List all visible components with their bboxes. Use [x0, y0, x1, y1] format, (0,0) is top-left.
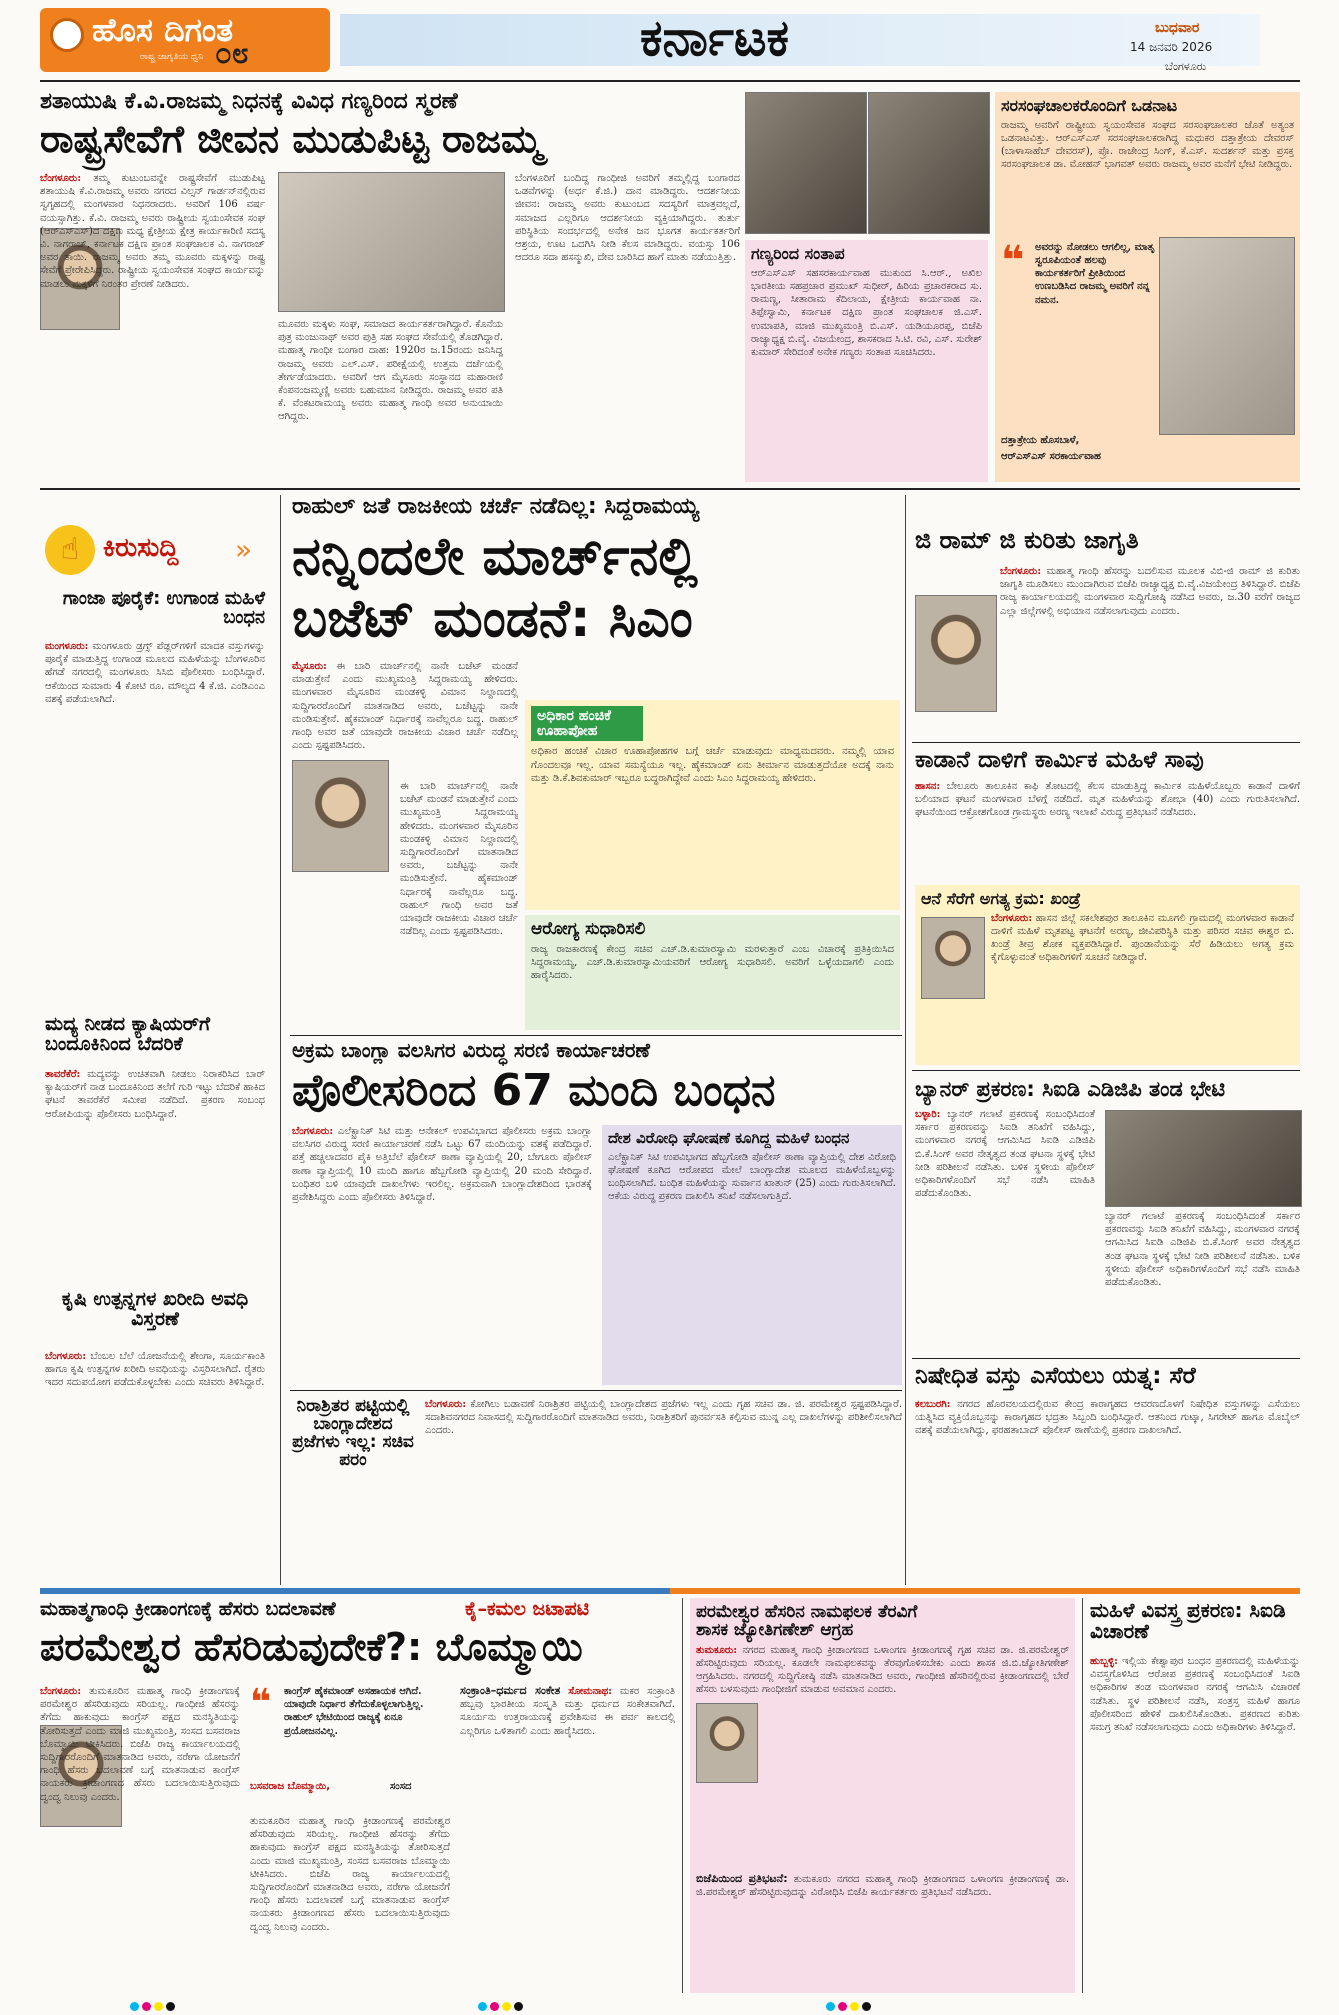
banned-body: ಕಲಬುರಗಿ: ನಗರದ ಹೊರವಲಯದಲ್ಲಿರುವ ಕೇಂದ್ರ ಕಾರಾಗೃಹದ ಆವರಣದೊಳಗೆ ನಿಷೇಧಿತ ವಸ್ತುಗಳನ್ನು ಎಸೆಯಲು ಯತ್ನಿಸಿದ ವ್ಯಕ್ತಿಯೊಬ್ಬನನ್ನು ಕಾರಾಗೃಹದ ಭದ್ರತಾ ಸಿಬ್ಬಂದಿ ಬಂಧಿಸಿದ್ದಾರೆ. ಆತನಿಂದ ಗುಟ್ಕಾ, ಸಿಗರೇಟ್ ಹಾಗೂ ಮೊಬೈಲ್ ವಶಕ್ಕೆ ಪಡೆಯಲಾಗಿದ್ದು, ಫರಹತಾಬಾದ್ ಪೊಲೀಸ್ ಠಾಣೆಯಲ್ಲಿ ಪ್ರಕರಣ ದಾಖಲಾಗಿದೆ.	[915, 1399, 1300, 1437]
gram-body: ಬೆಂಗಳೂರು: ಮಹಾತ್ಮ ಗಾಂಧಿ ಹೆಸರನ್ನು ಬದಲಿಸುವ ಮೂಲಕ ವಿಬಿ-ಜಿ ರಾಮ್ ಜಿ ಕುರಿತು ಜಾಗೃತಿ ಮೂಡಿಸಲು ಮುಂದಾಗಿರುವ ಬಿಜೆಪಿ ರಾಜ್ಯಾಧ್ಯಕ್ಷ ಬಿ.ವೈ.ವಿಜಯೇಂದ್ರ ತಿಳಿಸಿದ್ದಾರೆ. ಬಿಜೆಪಿ ರಾಜ್ಯ ಕಾರ್ಯಾಲಯದಲ್ಲಿ ಮಂಗಳವಾರ ಸುದ್ದಿಗೋಷ್ಠಿ ನಡೆಸಿದ ಅವರು, ಜ.30 ವರೆಗೆ ರಾಜ್ಯದ ಎಲ್ಲಾ ಜಿಲ್ಲೆಗಳಲ್ಲಿ ಅಭಿಯಾನ ನಡೆಸಲಾಗುವುದು ಎಂದರು.	[1000, 566, 1300, 617]
hosabale-photo	[1159, 237, 1295, 435]
city: ಬೆಂಗಳೂರು	[1165, 60, 1207, 73]
bommai-quote-block	[250, 1682, 450, 1805]
slogan-box	[602, 1125, 902, 1385]
gram-headline: ಜಿ ರಾಮ್ ಜಿ ಕುರಿತು ಜಾಗೃತಿ	[915, 526, 1139, 554]
rule-center-1	[290, 1035, 902, 1036]
story1-kicker: ಶತಾಯುಷಿ ಕೆ.ವಿ.ರಾಜಮ್ಮ ನಿಧನಕ್ಕೆ ವಿವಿಧ ಗಣ್ಯರಿಂದ ಸ್ಮರಣೆ	[40, 89, 458, 114]
rule-right-2	[912, 1070, 1300, 1071]
logo-block	[40, 8, 330, 72]
print-registration-marks	[130, 1996, 1230, 2006]
condolence-title: ಗಣ್ಯರಿಂದ ಸಂತಾಪ	[751, 244, 845, 263]
logo-emblem-icon	[50, 18, 84, 52]
weekday: ಬುಧವಾರ	[1155, 20, 1200, 36]
samparka-quote-role: ಆರ್‌ಎಸ್‌ಎಸ್ ಸರಕಾರ್ಯವಾಹ	[1001, 450, 1101, 462]
tribute-photo-1	[745, 92, 867, 234]
rule-left-col	[280, 495, 281, 1585]
kirusuddi-item2-body: ತಾವರೆಕೆರೆ: ಮದ್ಯವನ್ನು ಉಚಿತವಾಗಿ ನೀಡಲು ನಿರಾಕರಿಸಿದ ಬಾರ್ ಕ್ಯಾಷಿಯರ್‌ಗೆ ನಾಡ ಬಂದೂಕಿನಿಂದ ತಲೆಗೆ ಗುರಿ ಇಟ್ಟು ಬೆದರಿಕೆ ಹಾಕಿದ ಘಟನೆ ತಾವರೆಕೆರೆ ಸಮೀಪ ನಡೆದಿದೆ. ಪ್ರಕರಣ ಸಂಬಂಧ ಆರೋಪಿಯನ್ನು ಪೊಲೀಸರು ಬಂಧಿಸಿದ್ದಾರೆ.	[45, 1069, 265, 1120]
story1-headline: ರಾಷ್ಟ್ರಸೇವೆಗೆ ಜೀವನ ಮುಡುಪಿಟ್ಟ ರಾಜಮ್ಮ	[40, 117, 543, 161]
condolence-box	[745, 240, 988, 482]
power-body: ಅಧಿಕಾರ ಹಂಚಿಕೆ ವಿಚಾರ ಊಹಾಪೋಹಗಳ ಬಗ್ಗೆ ಚರ್ಚೆ ಮಾಡುವುದು ಮಾಧ್ಯಮದವರು. ನಮ್ಮಲ್ಲಿ ಯಾವ ಗೊಂದಲವೂ ಇಲ್ಲ. ಯಾವ ಸಮಸ್ಯೆಯೂ ಇಲ್ಲ. ಹೈಕಮಾಂಡ್ ಏನು ತೀರ್ಮಾನ ಮಾಡುತ್ತದೆಯೋ ಅದಕ್ಕೆ ನಾನು ಮತ್ತು ಡಿ.ಕೆ.ಶಿವಕುಮಾರ್ ಇಬ್ಬರೂ ಬದ್ಧರಾಗಿದ್ದೇವೆ ಎಂದು ಸಿಎಂ ಸಿದ್ದರಾಮಯ್ಯ ಹೇಳಿದರು.	[531, 746, 894, 784]
masthead	[0, 0, 1339, 80]
sankranti-block: ಸಂಕ್ರಾಂತಿ–ಧರ್ಮದ ಸಂಕೇತ ಸೋಮನಾಥ: ಮಕರ ಸಂಕ್ರಾಂತಿ ಹಬ್ಬವು ಭಾರತೀಯ ಸಂಸ್ಕೃತಿ ಮತ್ತು ಧರ್ಮದ ಸಂಕೇತವಾಗಿದೆ. ಸೂರ್ಯನು ಉತ್ತರಾಯಣಕ್ಕೆ ಪ್ರವೇಶಿಸುವ ಈ ಪರ್ವ ಕಾಲದಲ್ಲಿ ಎಲ್ಲರಿಗೂ ಒಳಿತಾಗಲಿ ಎಂದು ಹಾರೈಸಿದರು.	[460, 1685, 675, 1737]
bommai-kicker-2: ಕೈ–ಕಮಲ ಜಟಾಪಟಿ	[465, 1598, 590, 1620]
story1-body2: ಮೂವರು ಮಕ್ಕಳು ಸಂಘ, ಸಮಾಜದ ಕಾರ್ಯಕರ್ತರಾಗಿದ್ದಾರೆ. ಕೊನೆಯ ಪುತ್ರ ಮಂಜುನಾಥ್ ಅವರ ಪುತ್ರಿ ಸಹ ಸಂಘದ ಸೇವೆಯಲ್ಲಿ ತೊಡಗಿದ್ದಾರೆ. ಮಹಾತ್ಮ ಗಾಂಧೀ ಬಂಗಾರ ದಾಹ: 1920ರ ಜ.15ರಂದು ಜನಿಸಿದ್ದ ರಾಜಮ್ಮ ಅವರು ಎಲ್.ಎಸ್. ಪರೀಕ್ಷೆಯಲ್ಲಿ ಉತ್ತಮ ದರ್ಜೆಯಲ್ಲಿ ತೇರ್ಗಡೆಯಾದರು. ಅವರಿಗೆ ಆಗ ಮೈಸೂರು ಸಂಸ್ಥಾನದ ಮಹಾರಾಣಿ ಕೆಂಪನಂಜಮ್ಮಣ್ಣಿ ಅವರು ಬಹುಮಾನ ನೀಡಿದ್ದರು. ರಾಜಮ್ಮ ಅವರ ಪತಿ ಕೆ. ವೆಂಕಟರಾಮಯ್ಯ ಅವರು ಮಹಾತ್ಮ ಗಾಂಧಿ ಅವರ ಅನುಯಾಯಿ ಆಗಿದ್ದರು.	[278, 319, 503, 423]
slogan-body: ಎಲೆಕ್ಟ್ರಾನಿಕ್ ಸಿಟಿ ಉಪವಿಭಾಗದ ಹೆಬ್ಬಗೋಡಿ ಪೊಲೀಸ್ ಠಾಣಾ ವ್ಯಾಪ್ತಿಯಲ್ಲಿ ದೇಶ ವಿರೋಧಿ ಘೋಷಣೆ ಕೂಗಿದ ಆರೋಪದ ಮೇಲೆ ಬಾಂಗ್ಲಾದೇಶ ಮೂಲದ ಮಹಿಳೆಯೊಬ್ಬಳನ್ನು ಬಂಧಿಸಲಾಗಿದೆ. ಬಂಧಿತ ಮಹಿಳೆಯನ್ನು ಸುರ್ವಾನ ಖಾತುನ್ (25) ಎಂದು ಗುರುತಿಸಲಾಗಿದೆ. ಆಕೆಯ ವಿರುದ್ಧ ಪ್ರಕರಣ ದಾಖಲಿಸಿ ತನಿಖೆ ನಡೆಸಲಾಗುತ್ತಿದೆ.	[608, 1151, 896, 1203]
jyoti-reaction: ಬಿಜೆಪಿಯಿಂದ ಪ್ರತಿಭಟನೆ: ತುಮಕೂರು ನಗರದ ಮಹಾತ್ಮ ಗಾಂಧಿ ಕ್ರೀಡಾಂಗಣದ ಒಳಾಂಗಣ ಕ್ರೀಡಾಂಗಣಕ್ಕೆ ಡಾ. ಜಿ.ಪರಮೇಶ್ವರ್ ಹೆಸರಿಟ್ಟಿರುವುದನ್ನು ವಿರೋಧಿಸಿ ಬಿಜೆಪಿ ಕಾರ್ಯಕರ್ತರು ಪ್ರತಿಭಟನೆ ನಡೆಸಿದರು.	[696, 1872, 1069, 1898]
bommai-kicker-1: ಮಹಾತ್ಮಗಾಂಧಿ ಕ್ರೀಡಾಂಗಣಕ್ಕೆ ಹೆಸರು ಬದಲಾವಣೆ	[40, 1598, 336, 1620]
bommai-body-col2: ತುಮಕೂರಿನ ಮಹಾತ್ಮ ಗಾಂಧಿ ಕ್ರೀಡಾಂಗಣಕ್ಕೆ ಪರಮೇಶ್ವರ ಹೆಸರಿಡುವುದು ಸರಿಯಲ್ಲ. ಗಾಂಧೀಜಿ ಹೆಸರನ್ನು ತೆಗೆದು ಹಾಕುವುದು ಕಾಂಗ್ರೆಸ್ ಪಕ್ಷದ ಮನಸ್ಥಿತಿಯನ್ನು ತೋರಿಸುತ್ತದೆ ಎಂದು ಮಾಜಿ ಮುಖ್ಯಮಂತ್ರಿ, ಸಂಸದ ಬಸವರಾಜ ಬೊಮ್ಮಾಯಿ ಟೀಕಿಸಿದರು. ಬಿಜೆಪಿ ರಾಜ್ಯ ಕಾರ್ಯಾಲಯದಲ್ಲಿ ಸುದ್ದಿಗಾರರೊಂದಿಗೆ ಮಾತನಾಡಿದ ಅವರು, ನರೇಗಾ ಯೋಜನೆಗೆ ಗಾಂಧಿ ಹೆಸರು ಬದಲಾವಣೆ ಬಗ್ಗೆ ಮಾತನಾಡುವ ಕಾಂಗ್ರೆಸ್ ನಾಯಕರು ಕ್ರೀಡಾಂಗಣದ ಹೆಸರು ಬದಲಾಯಿಸುತ್ತಿರುವುದು ದ್ವಂದ್ವ ನಿಲುವು ಎಂದರು.	[250, 1816, 450, 1933]
vijayendra-photo	[915, 595, 997, 712]
siddaramaiah-photo	[292, 760, 389, 872]
bommai-quote-author: ಬಸವರಾಜ ಬೊಮ್ಮಾಯಿ,	[250, 1781, 331, 1792]
banned-headline: ನಿಷೇಧಿತ ವಸ್ತು ಎಸೆಯಲು ಯತ್ನ: ಸೆರೆ	[915, 1363, 1196, 1389]
page-number: ೦೮	[215, 36, 249, 71]
budget-headline-1: ನನ್ನಿಂದಲೇ ಮಾರ್ಚ್‌ನಲ್ಲಿ	[292, 527, 698, 587]
bommai-body: ಬೆಂಗಳೂರು: ತುಮಕೂರಿನ ಮಹಾತ್ಮ ಗಾಂಧಿ ಕ್ರೀಡಾಂಗಣಕ್ಕೆ ಪರಮೇಶ್ವರ ಹೆಸರಿಡುವುದು ಸರಿಯಲ್ಲ. ಗಾಂಧೀಜಿ ಹೆಸರನ್ನು ತೆಗೆದು ಹಾಕುವುದು ಕಾಂಗ್ರೆಸ್ ಪಕ್ಷದ ಮನಸ್ಥಿತಿಯನ್ನು ತೋರಿಸುತ್ತದೆ ಎಂದು ಮಾಜಿ ಮುಖ್ಯಮಂತ್ರಿ, ಸಂಸದ ಬಸವರಾಜ ಬೊಮ್ಮಾಯಿ ಟೀಕಿಸಿದರು. ಬಿಜೆಪಿ ರಾಜ್ಯ ಕಾರ್ಯಾಲಯದಲ್ಲಿ ಸುದ್ದಿಗಾರರೊಂದಿಗೆ ಮಾತನಾಡಿದ ಅವರು, ನರೇಗಾ ಯೋಜನೆಗೆ ಗಾಂಧಿ ಹೆಸರು ಬದಲಾವಣೆ ಬಗ್ಗೆ ಮಾತನಾಡುವ ಕಾಂಗ್ರೆಸ್ ನಾಯಕರು ಕ್ರೀಡಾಂಗಣದ ಹೆಸರು ಬದಲಾಯಿಸುತ್ತಿರುವುದು ದ್ವಂದ್ವ ನಿಲುವು ಎಂದರು.	[40, 1686, 240, 1803]
khandre-photo	[921, 917, 985, 999]
jyoti-kicker: ಪರಮೇಶ್ವರ ಹೆಸರಿನ ನಾಮಫಲಕ ತೆರವಿಗೆ	[696, 1602, 918, 1622]
dowry-body: ಹುಬ್ಬಳ್ಳಿ: ಇಲ್ಲಿಯ ಕೇಶ್ವಾಪುರ ಬಂಧನ ಪ್ರಕರಣದಲ್ಲಿ ಮಹಿಳೆಯನ್ನು ವಿವಸ್ತ್ರಗೊಳಿಸಿದ ಆರೋಪ ಪ್ರಕರಣಕ್ಕೆ ಸಂಬಂಧಿಸಿದಂತೆ ಸಿಐಡಿ ಅಧಿಕಾರಿಗಳ ತಂಡ ಮಂಗಳವಾರ ನಗರಕ್ಕೆ ಆಗಮಿಸಿ ವಿಚಾರಣೆ ನಡೆಸಿತು. ಸ್ಥಳ ಪರಿಶೀಲನೆ ನಡೆಸಿ, ಸಂತ್ರಸ್ತ ಮಹಿಳೆ ಹಾಗೂ ಪೊಲೀಸರಿಂದ ಹೇಳಿಕೆ ದಾಖಲಿಸಿಕೊಂಡಿತು. ಪ್ರಕರಣದ ಕುರಿತು ಸಮಗ್ರ ತನಿಖೆ ನಡೆಸಲಾಗುವುದು ಎಂದು ಅಧಿಕಾರಿಗಳು ತಿಳಿಸಿದ್ದಾರೆ.	[1090, 1656, 1300, 1733]
banner-headline: ಬ್ಯಾನರ್ ಪ್ರಕರಣ: ಸಿಐಡಿ ಎಡಿಜಿಪಿ ತಂಡ ಭೇಟಿ	[915, 1077, 1226, 1101]
dowry-headline: ಮಹಿಳೆ ವಿವಸ್ತ್ರ ಪ್ರಕರಣ: ಸಿಐಡಿ ವಿಚಾರಣೆ	[1090, 1598, 1286, 1643]
rule-right-1	[912, 742, 1300, 743]
khandre-title: ಆನೆ ಸೆರೆಗೆ ಅಗತ್ಯ ಕ್ರಮ: ಖಂಡ್ರೆ	[921, 889, 1081, 908]
samparka-title: ಸರಸಂಘಚಾಲಕರೊಂದಿಗೆ ಒಡನಾಟ	[1001, 96, 1178, 115]
quote-mark-icon: ❝	[1001, 237, 1025, 284]
rule-center-2	[290, 1390, 902, 1391]
bommai-quote: ಕಾಂಗ್ರೆಸ್ ಹೈಕಮಾಂಡ್ ಅಸಹಾಯಕ ಆಗಿದೆ. ಯಾವುದೇ ನಿರ್ಧಾರ ತೆಗೆದುಕೊಳ್ಳಲಾಗುತ್ತಿಲ್ಲ. ರಾಹುಲ್ ಭೇಟಿಯಿಂದ ರಾಜ್ಯಕ್ಕೆ ಏನೂ ಪ್ರಯೋಜನವಿಲ್ಲ.	[284, 1686, 424, 1737]
minister-body: ಬೆಂಗಳೂರು: ಕೋಗಿಲು ಬಡಾವಣೆ ನಿರಾಶ್ರಿತರ ಪಟ್ಟಿಯಲ್ಲಿ ಬಾಂಗ್ಲಾದೇಶದ ಪ್ರಜೆಗಳು ಇಲ್ಲ ಎಂದು ಗೃಹ ಸಚಿವ ಡಾ. ಜಿ. ಪರಮೇಶ್ವರ ಸ್ಪಷ್ಟಪಡಿಸಿದ್ದಾರೆ. ಸದಾಶಿವನಗರದ ನಿವಾಸದಲ್ಲಿ ಸುದ್ದಿಗಾರರೊಂದಿಗೆ ಮಾತನಾಡಿದ ಅವರು, ನಿರಾಶ್ರಿತರಿಗೆ ಪುನರ್ವಸತಿ ಕಲ್ಪಿಸುವ ಮುನ್ನ ಎಲ್ಲ ದಾಖಲೆಗಳನ್ನು ಪರಿಶೀಲಿಸಲಾಗಿದೆ ಎಂದರು.	[425, 1399, 902, 1437]
elephant-body: ಹಾಸನ: ಬೇಲೂರು ತಾಲೂಕಿನ ಕಾಫಿ ತೋಟದಲ್ಲಿ ಕೆಲಸ ಮಾಡುತ್ತಿದ್ದ ಕಾರ್ಮಿಕ ಮಹಿಳೆಯೊಬ್ಬರು ಕಾಡಾನೆ ದಾಳಿಗೆ ಬಲಿಯಾದ ಘಟನೆ ಮಂಗಳವಾರ ಬೆಳಗ್ಗೆ ನಡೆದಿದೆ. ಮೃತ ಮಹಿಳೆಯನ್ನು ಶೋಭಾ (40) ಎಂದು ಗುರುತಿಸಲಾಗಿದೆ. ಘಟನೆಯಿಂದ ಆಕ್ರೋಶಗೊಂಡ ಗ್ರಾಮಸ್ಥರು ಅರಣ್ಯ ಇಲಾಖೆ ವಿರುದ್ಧ ಪ್ರತಿಭಟನೆ ನಡೆಸಿದರು.	[915, 781, 1300, 819]
khandre-box	[915, 885, 1300, 1065]
budget-body: ಮೈಸೂರು: ಈ ಬಾರಿ ಮಾರ್ಚ್‌ನಲ್ಲಿ ನಾನೇ ಬಜೆಟ್ ಮಂಡನೆ ಮಾಡುತ್ತೇನೆ ಎಂದು ಮುಖ್ಯಮಂತ್ರಿ ಸಿದ್ದರಾಮಯ್ಯ ಹೇಳಿದರು. ಮಂಗಳವಾರ ಮೈಸೂರಿನ ಮಂಡಕಳ್ಳಿ ವಿಮಾನ ನಿಲ್ದಾಣದಲ್ಲಿ ಸುದ್ದಿಗಾರರೊಂದಿಗೆ ಮಾತನಾಡಿದ ಅವರು, ಬಜೆಟ್ಟನ್ನು ನಾನೇ ಮಂಡಿಸುತ್ತೇನೆ. ಹೈಕಮಾಂಡ್ ನಿರ್ಧಾರಕ್ಕೆ ನಾವೆಲ್ಲರೂ ಬದ್ಧ. ರಾಹುಲ್ ಗಾಂಧಿ ಅವರ ಜತೆ ಯಾವುದೇ ರಾಜಕೀಯ ವಿಚಾರ ಚರ್ಚೆ ನಡೆದಿಲ್ಲ ಎಂದು ಸ್ಪಷ್ಟಪಡಿಸಿದರು.	[292, 661, 518, 752]
rule-center-col	[905, 495, 906, 1585]
health-body: ರಾಜ್ಯ ರಾಜಕಾರಣಕ್ಕೆ ಕೇಂದ್ರ ಸಚಿವ ಎಚ್.ಡಿ.ಕುಮಾರಸ್ವಾಮಿ ಮರಳುತ್ತಾರೆ ಎಂಬ ವಿಚಾರಕ್ಕೆ ಪ್ರತಿಕ್ರಿಯಿಸಿದ ಸಿದ್ದರಾಮಯ್ಯ, ಎಚ್.ಡಿ.ಕುಮಾರಸ್ವಾಮಿಯವರಿಗೆ ಆರೋಗ್ಯ ಸುಧಾರಿಸಲಿ. ಅವರಿಗೆ ಒಳ್ಳೆಯದಾಗಲಿ ಎಂದು ಹಾರೈಸಿದರು.	[531, 943, 894, 982]
budget-headline-2: ಬಜೆಟ್ ಮಂಡನೆ: ಸಿಎಂ	[292, 589, 693, 649]
kirusuddi-badge	[45, 525, 260, 585]
rule-bottom-1	[682, 1598, 683, 1993]
jyotiganesh-photo	[696, 1703, 758, 1783]
budget-kicker: ರಾಹುಲ್ ಜತೆ ರಾಜಕೀಯ ಚರ್ಚೆ ನಡೆದಿಲ್ಲ: ಸಿದ್ದರಾಮಯ್ಯ	[292, 494, 700, 519]
jyoti-headline: ಶಾಸಕ ಜ್ಯೋತಿಗಣೇಶ್ ಆಗ್ರಹ	[696, 1619, 854, 1640]
kirusuddi-item3-body: ಬೆಂಗಳೂರು: ಬೆಂಬಲ ಬೆಲೆ ಯೋಜನೆಯಲ್ಲಿ ಶೇಂಗಾ, ಸೂರ್ಯಕಾಂತಿ ಹಾಗೂ ಕೃಷಿ ಉತ್ಪನ್ನಗಳ ಖರೀದಿ ಅವಧಿಯನ್ನು ವಿಸ್ತರಿಸಲಾಗಿದೆ. ರೈತರು ಇದರ ಸದುಪಯೋಗ ಪಡೆದುಕೊಳ್ಳಬೇಕು ಎಂದು ಸಚಿವರು ತಿಳಿಸಿದ್ದಾರೆ.	[45, 1351, 265, 1389]
chevron-right-icon: »	[235, 533, 253, 566]
jyoti-body: ತುಮಕೂರು: ನಗರದ ಮಹಾತ್ಮ ಗಾಂಧಿ ಕ್ರೀಡಾಂಗಣದ ಒಳಾಂಗಣ ಕ್ರೀಡಾಂಗಣಕ್ಕೆ ಗೃಹ ಸಚಿವ ಡಾ. ಜಿ.ಪರಮೇಶ್ವರ್ ಹೆಸರಿಟ್ಟಿರುವುದು ಸರಿಯಲ್ಲ. ಕೂಡಲೇ ನಾಮಫಲಕವನ್ನು ತೆರವುಗೊಳಿಸಬೇಕು ಎಂದು ಶಾಸಕ ಜಿ.ಬಿ.ಜ್ಯೋತಿಗಣೇಶ್ ಆಗ್ರಹಿಸಿದರು. ನಗರದಲ್ಲಿ ಸುದ್ದಿಗೋಷ್ಠಿ ನಡೆಸಿ ಮಾತನಾಡಿದ ಅವರು, ಗಾಂಧೀಜಿ ಹೆಸರಿನಲ್ಲಿರುವ ಕ್ರೀಡಾಂಗಣದಲ್ಲಿ ಬೇರೆ ಹೆಸರು ಬಳಸುವುದು ಗಾಂಧೀಜಿಗೆ ಮಾಡುವ ಅವಮಾನ ಎಂದರು.	[696, 1644, 1069, 1696]
power-title: ಅಧಿಕಾರ ಹಂಚಿಕೆ ಊಹಾಪೋಹ	[531, 706, 643, 741]
kirusuddi-item3-title: ಕೃಷಿ ಉತ್ಪನ್ನಗಳ ಖರೀದಿ ಅವಧಿ ವಿಸ್ತರಣೆ	[61, 1288, 249, 1330]
kirusuddi-item1-title: ಗಾಂಜಾ ಪೂರೈಕೆ: ಉಗಾಂಡ ಮಹಿಳೆ ಬಂಧನ	[62, 588, 265, 628]
rule-bottom-2	[1082, 1598, 1083, 1993]
police-headline: ಪೊಲೀಸರಿಂದ 67 ಮಂದಿ ಬಂಧನ	[292, 1065, 776, 1116]
health-box	[525, 915, 900, 1030]
banner-body: ಬಳ್ಳಾರಿ: ಬ್ಯಾನರ್ ಗಲಾಟೆ ಪ್ರಕರಣಕ್ಕೆ ಸಂಬಂಧಿಸಿದಂತೆ ಸರ್ಕಾರ ಪ್ರಕರಣವನ್ನು ಸಿಐಡಿ ತನಿಖೆಗೆ ವಹಿಸಿದ್ದು, ಮಂಗಳವಾರ ನಗರಕ್ಕೆ ಆಗಮಿಸಿದ ಸಿಐಡಿ ಎಡಿಜಿಪಿ ಬಿ.ಕೆ.ಸಿಂಗ್ ಅವರ ನೇತೃತ್ವದ ತಂಡ ಘಟನಾ ಸ್ಥಳಕ್ಕೆ ಭೇಟಿ ನೀಡಿ ಪರಿಶೀಲನೆ ನಡೆಸಿತು. ಬಳಿಕ ಸ್ಥಳೀಯ ಪೊಲೀಸ್ ಅಧಿಕಾರಿಗಳೊಂದಿಗೆ ಸಭೆ ನಡೆಸಿ ಮಾಹಿತಿ ಪಡೆದುಕೊಂಡಿತು.	[915, 1109, 1095, 1200]
section-title: ಕರ್ನಾಟಕ	[640, 9, 789, 67]
banner-body-col2: ಬ್ಯಾನರ್ ಗಲಾಟೆ ಪ್ರಕರಣಕ್ಕೆ ಸಂಬಂಧಿಸಿದಂತೆ ಸರ್ಕಾರ ಪ್ರಕರಣವನ್ನು ಸಿಐಡಿ ತನಿಖೆಗೆ ವಹಿಸಿದ್ದು, ಮಂಗಳವಾರ ನಗರಕ್ಕೆ ಆಗಮಿಸಿದ ಸಿಐಡಿ ಎಡಿಜಿಪಿ ಬಿ.ಕೆ.ಸಿಂಗ್ ಅವರ ನೇತೃತ್ವದ ತಂಡ ಘಟನಾ ಸ್ಥಳಕ್ಕೆ ಭೇಟಿ ನೀಡಿ ಪರಿಶೀಲನೆ ನಡೆಸಿತು. ಬಳಿಕ ಸ್ಥಳೀಯ ಪೊಲೀಸ್ ಅಧಿಕಾರಿಗಳೊಂದಿಗೆ ಸಭೆ ನಡೆಸಿ ಮಾಹಿತಿ ಪಡೆದುಕೊಂಡಿತು.	[1105, 1211, 1300, 1288]
quote-mark-icon: ❝	[250, 1682, 272, 1723]
cid-team-photo	[1105, 1110, 1302, 1207]
samparka-quote-author: ದತ್ತಾತ್ರೇಯ ಹೊಸಬಾಳೆ,	[1001, 434, 1080, 446]
samparka-body: ರಾಜಮ್ಮ ಅವರಿಗೆ ರಾಷ್ಟ್ರೀಯ ಸ್ವಯಂಸೇವಕ ಸಂಘದ ಸರಸಂಘಚಾಲಕರ ಜೊತೆ ಅತ್ಯಂತ ಒಡನಾಟವಿತ್ತು. ಆರ್‌ಎಸ್‌ಎಸ್ ಸರಸಂಘಚಾಲಕರಾಗಿದ್ದ ಮಧುಕರ ದತ್ತಾತ್ರೇಯ ದೇವರಸ್ (ಬಾಳಾಸಾಹೆಬ್ ದೇವರಸ್), ಪ್ರೊ. ರಾಜೇಂದ್ರ ಸಿಂಗ್, ಕೆ.ಎಸ್. ಸುದರ್ಶನ್ ಮತ್ತು ಪ್ರಸಕ್ತ ಸರಸಂಘಚಾಲಕ ಡಾ. ಮೋಹನ್ ಭಾಗವತ್ ಅವರು ರಾಜಮ್ಮ ಅವರ ಮನೆಗೆ ಭೇಟಿ ನೀಡಿದ್ದರು.	[1001, 119, 1294, 171]
samparka-quote: ಅವರನ್ನು ನೋಡಲು ಆಗಲಿಲ್ಲ, ಮಾತೃ ಸ್ವರೂಪಿಯಂತೆ ಹಲವು ಕಾರ್ಯಕರ್ತರಿಗೆ ಪ್ರೀತಿಯಿಂದ ಉಣಬಡಿಸಿದ ರಾಜಮ್ಮ ಅವರಿಗೆ ನನ್ನ ನಮನ.	[1035, 241, 1155, 306]
rule-right-3	[912, 1358, 1300, 1359]
slogan-title: ದೇಶ ವಿರೋಧಿ ಘೋಷಣೆ ಕೂಗಿದ್ದ ಮಹಿಳೆ ಬಂಧನ	[608, 1129, 850, 1147]
tribute-photo-2	[868, 92, 990, 234]
rule-top-section	[40, 488, 1300, 490]
police-kicker: ಅಕ್ರಮ ಬಾಂಗ್ಲಾ ವಲಸಿಗರ ವಿರುದ್ಧ ಸರಣಿ ಕಾರ್ಯಾಚರಣೆ	[292, 1038, 650, 1062]
power-box	[525, 700, 900, 910]
police-body: ಬೆಂಗಳೂರು: ಎಲೆಕ್ಟ್ರಾನಿಕ್ ಸಿಟಿ ಮತ್ತು ಆನೇಕಲ್ ಉಪವಿಭಾಗದ ಪೊಲೀಸರು ಅಕ್ರಮ ಬಾಂಗ್ಲಾ ವಲಸಿಗರ ವಿರುದ್ಧ ಸರಣಿ ಕಾರ್ಯಾಚರಣೆ ನಡೆಸಿ ಒಟ್ಟು 67 ಮಂದಿಯನ್ನು ವಶಕ್ಕೆ ಪಡೆದಿದ್ದಾರೆ. ಪತ್ತೆ ಹಚ್ಚಲಾದವರ ಪೈಕಿ ಅತ್ತಿಬೆಲೆ ಪೊಲೀಸ್ ಠಾಣಾ ವ್ಯಾಪ್ತಿಯಲ್ಲಿ 20, ಬೇಗೂರು ಪೊಲೀಸ್ ಠಾಣಾ ವ್ಯಾಪ್ತಿಯಲ್ಲಿ 10 ಮಂದಿ ಹಾಗೂ ಹೆಬ್ಬಗೋಡಿ ವ್ಯಾಪ್ತಿಯಲ್ಲಿ 20 ಮಂದಿ ಸೇರಿದ್ದಾರೆ. ಬಂಧಿತರ ಬಳಿ ಯಾವುದೇ ದಾಖಲೆಗಳು ಇರಲಿಲ್ಲ. ಅಕ್ರಮವಾಗಿ ಬಾಂಗ್ಲಾದೇಶದಿಂದ ಭಾರತಕ್ಕೆ ಪ್ರವೇಶಿಸಿದ್ದರು ಎಂದು ಪೊಲೀಸರು ತಿಳಿಸಿದ್ದಾರೆ.	[292, 1126, 592, 1203]
logo-tagline: ರಾಷ್ಟ್ರ ಜಾಗೃತಿಯ ಧ್ವನಿ	[140, 52, 204, 62]
family-photo	[278, 172, 505, 312]
bommai-quote-role: ಸಂಸದ	[390, 1781, 412, 1792]
logo-text: ಹೊಸ ದಿಗಂತ	[92, 11, 234, 49]
minister-title: ನಿರಾಶ್ರಿತರ ಪಟ್ಟಿಯಲ್ಲಿ ಬಾಂಗ್ಲಾದೇಶದ ಪ್ರಜೆಗಳು ಇಲ್ಲ: ಸಚಿವ ಪರಂ	[292, 1396, 414, 1470]
issue-date: 14 ಜನವರಿ 2026	[1130, 40, 1213, 54]
budget-body-col2: ಈ ಬಾರಿ ಮಾರ್ಚ್‌ನಲ್ಲಿ ನಾನೇ ಬಜೆಟ್ ಮಂಡನೆ ಮಾಡುತ್ತೇನೆ ಎಂದು ಮುಖ್ಯಮಂತ್ರಿ ಸಿದ್ದರಾಮಯ್ಯ ಹೇಳಿದರು. ಮಂಗಳವಾರ ಮೈಸೂರಿನ ಮಂಡಕಳ್ಳಿ ವಿಮಾನ ನಿಲ್ದಾಣದಲ್ಲಿ ಸುದ್ದಿಗಾರರೊಂದಿಗೆ ಮಾತನಾಡಿದ ಅವರು, ಬಜೆಟ್ಟನ್ನು ನಾನೇ ಮಂಡಿಸುತ್ತೇನೆ. ಹೈಕಮಾಂಡ್ ನಿರ್ಧಾರಕ್ಕೆ ನಾವೆಲ್ಲರೂ ಬದ್ಧ. ರಾಹುಲ್ ಗಾಂಧಿ ಅವರ ಜತೆ ಯಾವುದೇ ರಾಜಕೀಯ ವಿಚಾರ ಚರ್ಚೆ ನಡೆದಿಲ್ಲ ಎಂದು ಸ್ಪಷ್ಟಪಡಿಸಿದರು.	[400, 781, 518, 938]
health-title: ಆರೋಗ್ಯ ಸುಧಾರಿಸಲಿ	[531, 919, 646, 939]
condolence-body: ಆರ್‌ಎಸ್‌ಎಸ್ ಸಹಸರಕಾರ್ಯವಾಹ ಮುಕುಂದ ಸಿ.ಆರ್., ಅಖಿಲ ಭಾರತೀಯ ಸಹಪ್ರಚಾರ ಪ್ರಮುಖ್ ಸುಧೀರ್, ಹಿರಿಯ ಪ್ರಚಾರಕರಾದ ಸು. ರಾಮಣ್ಣ, ಸೀತಾರಾಮ ಕೆದಿಲಾಯ, ಕ್ಷೇತ್ರೀಯ ಕಾರ್ಯವಾಹ ನಾ. ತಿಪ್ಪೇಸ್ವಾಮಿ, ಕರ್ನಾಟಕ ದಕ್ಷಿಣ ಪ್ರಾಂತ ಸಂಘಚಾಲಕ ಜಿ.ಎಸ್. ಉಮಾಪತಿ, ಮಾಜಿ ಮುಖ್ಯಮಂತ್ರಿ ಬಿ.ಎಸ್. ಯಡಿಯೂರಪ್ಪ, ಬಿಜೆಪಿ ರಾಜ್ಯಾಧ್ಯಕ್ಷ ಬಿ.ವೈ. ವಿಜಯೇಂದ್ರ, ಶಾಸಕರಾದ ಸಿ.ಟಿ. ರವಿ, ಎಸ್. ಸುರೇಶ್ ಕುಮಾರ್ ಸೇರಿದಂತೆ ಅನೇಕ ಗಣ್ಯರು ಸಂತಾಪ ಸೂಚಿಸಿದರು.	[751, 267, 982, 358]
kirusuddi-item2-title: ಮದ್ಯ ನೀಡದ ಕ್ಯಾಷಿಯರ್‌ಗೆ ಬಂದೂಕಿನಿಂದ ಬೆದರಿಕೆ	[45, 1013, 211, 1055]
elephant-headline: ಕಾಡಾನೆ ದಾಳಿಗೆ ಕಾರ್ಮಿಕ ಮಹಿಳೆ ಸಾವು	[915, 747, 1204, 773]
section-divider-band	[40, 1588, 1300, 1594]
bommai-headline: ಪರಮೇಶ್ವರ ಹೆಸರಿಡುವುದೇಕೆ?: ಬೊಮ್ಮಾಯಿ	[40, 1625, 583, 1669]
story1-body3: ಬೆಂಗಳೂರಿಗೆ ಬಂದಿದ್ದ ಗಾಂಧೀಜಿ ಅವರಿಗೆ ತಮ್ಮಲ್ಲಿದ್ದ ಬಂಗಾರದ ಒಡವೆಗಳನ್ನು (ಅರ್ಧ ಕೆ.ಜಿ.) ದಾನ ಮಾಡಿದ್ದರು. ಆದರ್ಶನೀಯ ಜೀವನ: ರಾಜಮ್ಮ ಅವರು ಕುಟುಂಬದ ಸದಸ್ಯರಿಗೆ ಮಾತ್ರವಲ್ಲದೆ, ಸಮಾಜದ ಎಲ್ಲರಿಗೂ ಆದರ್ಶನೀಯ ವ್ಯಕ್ತಿಯಾಗಿದ್ದರು. ತುರ್ತು ಪರಿಸ್ಥಿತಿಯ ಸಂದರ್ಭದಲ್ಲಿ ಅನೇಕ ಜನ ಭೂಗತ ಕಾರ್ಯಕರ್ತರಿಗೆ ಆಶ್ರಯ, ಊಟ ಒದಗಿಸಿ ನೀಡಿ ಕೆಲಸ ಮಾಡಿದ್ದರು. ವಯಸ್ಸು 106 ಆದರೂ ಸದಾ ಹಸನ್ಮುಖಿ, ದೇವ ಬಾರಿಸಿದ ಹಾಗೆ ಮಾತು ನಡೆಯುತ್ತಿತ್ತು.	[515, 173, 740, 264]
khandre-body: ಬೆಂಗಳೂರು: ಹಾಸನ ಜಿಲ್ಲೆ ಸಕಲೇಶಪುರ ತಾಲೂಕಿನ ಮೂಗಲಿ ಗ್ರಾಮದಲ್ಲಿ ಮಂಗಳವಾರ ಕಾಡಾನೆ ದಾಳಿಗೆ ಮಹಿಳೆ ಮೃತಪಟ್ಟ ಘಟನೆಗೆ ಅರಣ್ಯ, ಜೀವಿಪರಿಸ್ಥಿತಿ ಮತ್ತು ಪರಿಸರ ಸಚಿವ ಈಶ್ವರ ಬಿ. ಖಂಡ್ರೆ ತೀವ್ರ ಶೋಕ ವ್ಯಕ್ತಪಡಿಸಿದ್ದಾರೆ. ಪುಂಡಾನೆಯನ್ನು ಸೆರೆ ಹಿಡಿಯಲು ಅಗತ್ಯ ಕ್ರಮ ಕೈಗೊಳ್ಳುವಂತೆ ಅಧಿಕಾರಿಗಳಿಗೆ ಸೂಚನೆ ನೀಡಿದ್ದಾರೆ.	[991, 912, 1294, 964]
story1-body: ಬೆಂಗಳೂರು: ತಮ್ಮ ಕುಟುಂಬವನ್ನೇ ರಾಷ್ಟ್ರಸೇವೆಗೆ ಮುಡುಪಿಟ್ಟ ಶತಾಯುಷಿ ಕೆ.ವಿ.ರಾಜಮ್ಮ ಅವರು ನಗರದ ವಿಲ್ಸನ್ ಗಾರ್ಡನ್‌ನಲ್ಲಿರುವ ಸ್ವಗೃಹದಲ್ಲಿ ಮಂಗಳವಾರ ನಿಧನರಾದರು. ಅವರಿಗೆ 106 ವರ್ಷ ವಯಸ್ಸಾಗಿತ್ತು. ಕೆ.ವಿ. ರಾಜಮ್ಮ ಅವರು ರಾಷ್ಟ್ರೀಯ ಸ್ವಯಂಸೇವಕ ಸಂಘ (ಆರ್‌ಎಸ್‌ಎಸ್)ದ ದಕ್ಷಿಣ ಮಧ್ಯ ಕ್ಷೇತ್ರೀಯ ಕ್ಷೇತ್ರ ಕಾರ್ಯಕಾರಿಣಿ ಸದಸ್ಯ ವಿ. ನಾಗರಾಜ್, ಕರ್ನಾಟಕ ದಕ್ಷಿಣ ಪ್ರಾಂತ ಸಂಘಚಾಲಕ ವಿ. ನಾಗರಾಜ್ ಅವರ ತಾಯಿ. ರಾಜಮ್ಮ ಅವರು ತಮ್ಮ ಮೂವರು ಮಕ್ಕಳನ್ನು ರಾಷ್ಟ್ರ ಸೇವೆಗೆ ಪ್ರೇರೇಪಿಸಿದ್ದರು. ರಾಷ್ಟ್ರೀಯ ಸ್ವಯಂಸೇವಕ ಸಂಘದ ಕಾರ್ಯವನ್ನು ಮಾಡಲು ಮಕ್ಕಳಿಗೆ ನಿರಂತರ ಪ್ರೇರಣೆ ನೀಡಿದರು.	[40, 173, 265, 290]
jyoti-box	[690, 1598, 1075, 1993]
pointing-hand-icon: ☝	[45, 525, 95, 575]
kirusuddi-item1-body: ಮಂಗಳೂರು: ಮಂಗಳೂರು ಡ್ರಗ್ಸ್ ಪೆಡ್ಲರ್‌ಗಳಿಗೆ ಮಾದಕ ವಸ್ತುಗಳನ್ನು ಪೂರೈಕೆ ಮಾಡುತ್ತಿದ್ದ ಉಗಾಂಡ ಮೂಲದ ಮಹಿಳೆಯನ್ನು ಬೆಂಗಳೂರಿನ ಹೆಗಡೆ ನಗರದಲ್ಲಿ ಮಂಗಳೂರು ಸಿಸಿಬಿ ಪೊಲೀಸರು ಬಂಧಿಸಿದ್ದಾರೆ. ಆಕೆಯಿಂದ ಸುಮಾರು 4 ಕೋಟಿ ರೂ. ಮೌಲ್ಯದ 4 ಕೆ.ಜಿ. ಎಂಡಿಎಂಎ ವಶಕ್ಕೆ ಪಡೆಯಲಾಗಿದೆ.	[45, 641, 265, 705]
samparka-box	[995, 92, 1300, 482]
masthead-rule	[40, 80, 1300, 82]
kirusuddi-label: ಕಿರುಸುದ್ದಿ	[103, 533, 179, 563]
